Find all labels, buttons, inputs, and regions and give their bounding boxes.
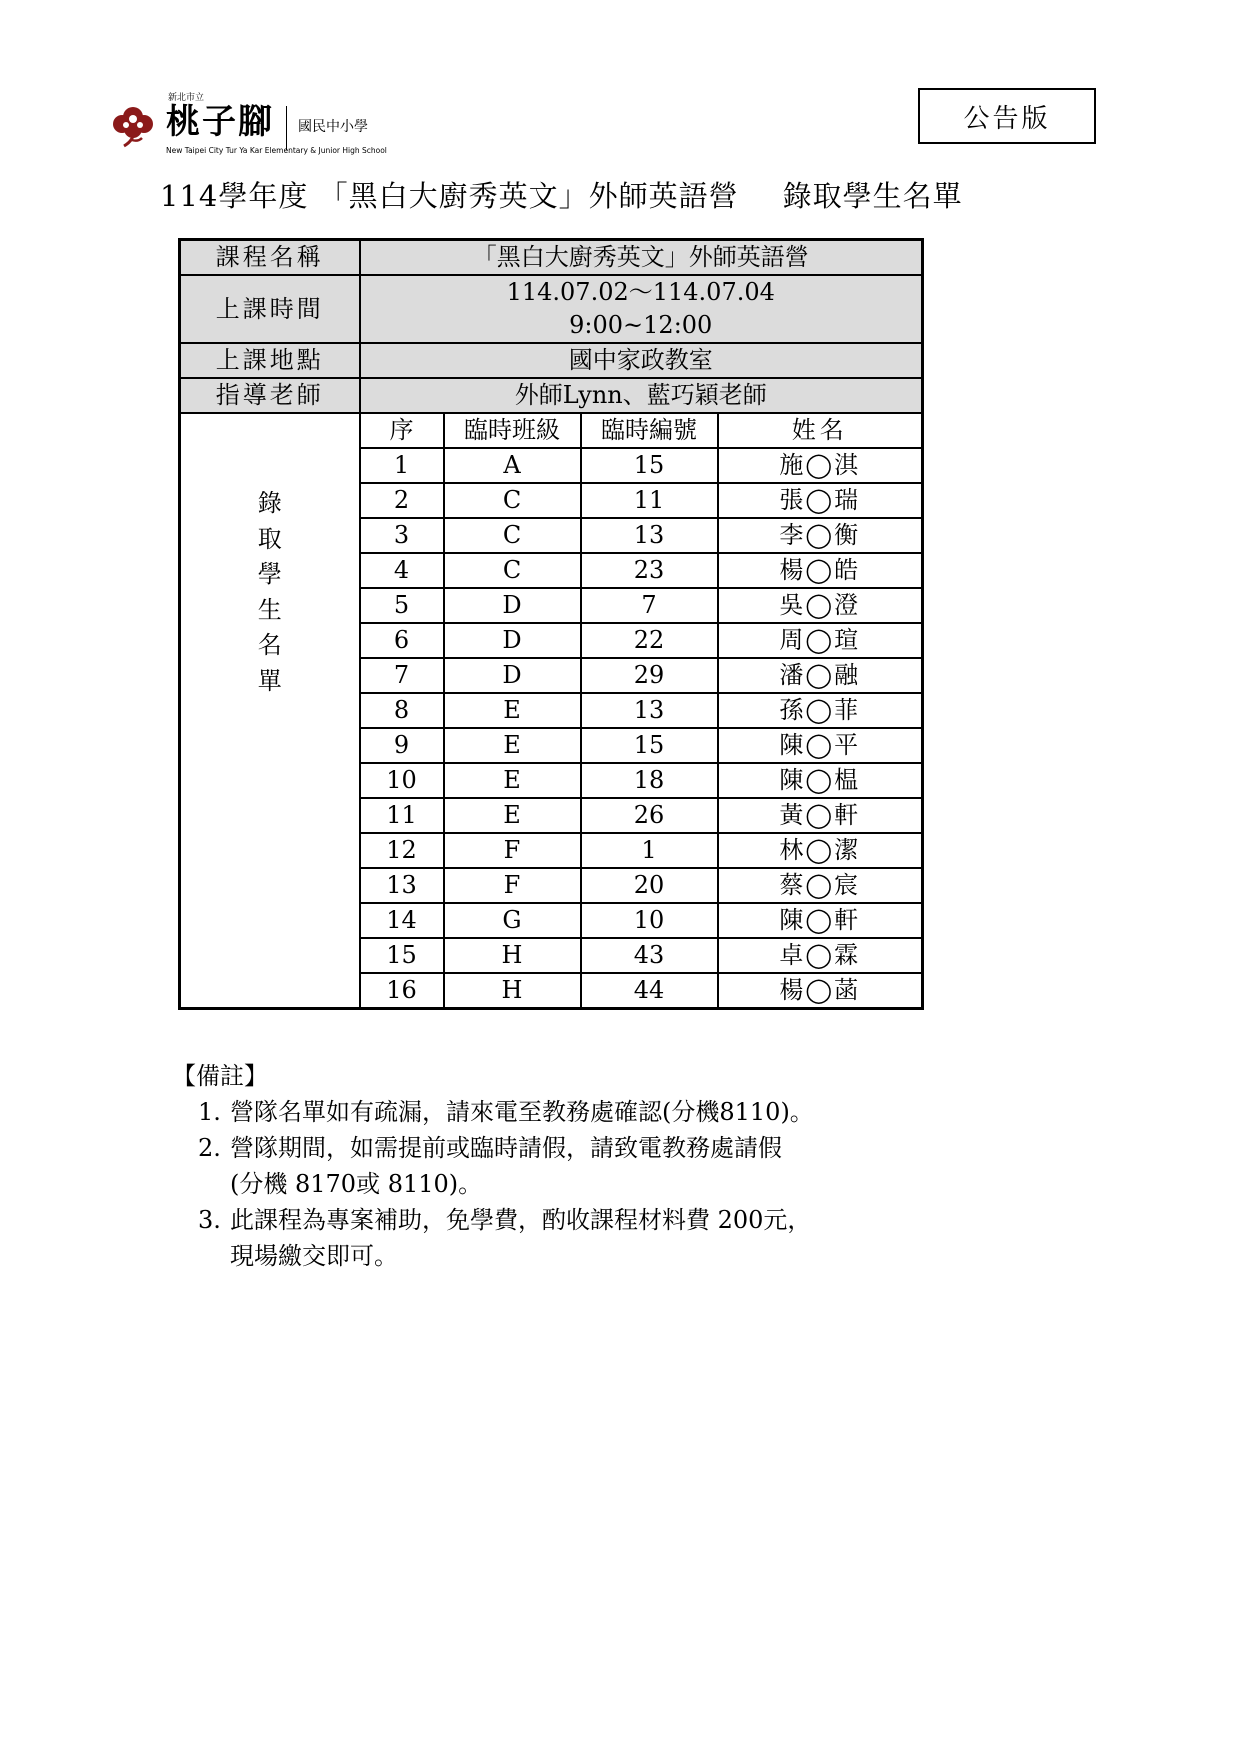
- cell-number: 1: [581, 833, 718, 868]
- cell-number: 7: [581, 588, 718, 623]
- cell-name: 卓◯霖: [718, 938, 923, 973]
- cell-name: 潘◯融: [718, 658, 923, 693]
- note-number: 1.: [198, 1098, 221, 1126]
- teacher-label: 指導老師: [180, 378, 360, 413]
- teacher-row: [180, 378, 923, 413]
- cell-seq: 1: [360, 448, 444, 483]
- cell-name: 蔡◯宸: [718, 868, 923, 903]
- note-item: [198, 1202, 970, 1274]
- cell-name: 施◯淇: [718, 448, 923, 483]
- cell-name: 陳◯平: [718, 728, 923, 763]
- time-dates: 114.07.02～114.07.04: [360, 275, 923, 309]
- cell-seq: 9: [360, 728, 444, 763]
- cell-name: 周◯瑄: [718, 623, 923, 658]
- note-number: 2.: [198, 1134, 221, 1162]
- cell-seq: 12: [360, 833, 444, 868]
- cell-class: G: [444, 903, 581, 938]
- cell-class: D: [444, 658, 581, 693]
- cell-seq: 11: [360, 798, 444, 833]
- side-label-char: 取: [257, 524, 282, 553]
- side-label-char: 生: [257, 595, 282, 624]
- cell-number: 20: [581, 868, 718, 903]
- place-value: 國中家政教室: [360, 343, 923, 378]
- logo-school-name: 桃子腳: [166, 102, 274, 142]
- cell-number: 13: [581, 518, 718, 553]
- cell-number: 43: [581, 938, 718, 973]
- time-hours: 9:00~12:00: [360, 309, 923, 343]
- title-sub: 錄取學生名單: [782, 179, 963, 213]
- cell-class: H: [444, 973, 581, 1009]
- side-label-char: 單: [257, 666, 282, 695]
- header-class: 臨時班級: [444, 413, 581, 448]
- cell-name: 陳◯軒: [718, 903, 923, 938]
- cell-number: 23: [581, 553, 718, 588]
- cell-seq: 6: [360, 623, 444, 658]
- note-line: 營隊期間，如需提前或臨時請假，請致電教務處請假: [230, 1134, 782, 1162]
- admission-table: [178, 238, 924, 1010]
- course-label: 課程名稱: [180, 240, 360, 276]
- cell-name: 楊◯皓: [718, 553, 923, 588]
- note-line: (分機 8170或 8110)。: [230, 1170, 483, 1198]
- cell-seq: 14: [360, 903, 444, 938]
- cell-seq: 15: [360, 938, 444, 973]
- logo-english-name: New Taipei City Tur Ya Kar Elementary & Junior High School: [166, 146, 387, 155]
- note-line: 此課程為專案補助，免學費，酌收課程材料費 200元，: [230, 1206, 812, 1234]
- note-line: 營隊名單如有疏漏，請來電至教務處確認(分機8110)。: [230, 1098, 814, 1126]
- cell-seq: 10: [360, 763, 444, 798]
- logo-school-level: 國民中小學: [298, 119, 368, 135]
- cell-name: 楊◯菡: [718, 973, 923, 1009]
- cell-class: A: [444, 448, 581, 483]
- course-value: 「黑白大廚秀英文」外師英語營: [360, 240, 923, 276]
- cell-seq: 2: [360, 483, 444, 518]
- cell-seq: 5: [360, 588, 444, 623]
- cell-number: 10: [581, 903, 718, 938]
- cell-name: 李◯衡: [718, 518, 923, 553]
- side-label-char: 錄: [257, 489, 282, 517]
- cell-number: 11: [581, 483, 718, 518]
- school-logo: [108, 88, 428, 158]
- title-main: 114學年度 「黑白大廚秀英文」外師英語營: [160, 179, 739, 213]
- cell-name: 林◯潔: [718, 833, 923, 868]
- flower-icon: [108, 102, 158, 148]
- time-row: [180, 275, 923, 309]
- cell-class: H: [444, 938, 581, 973]
- cell-class: E: [444, 693, 581, 728]
- list-header-row: [180, 413, 923, 448]
- cell-class: F: [444, 833, 581, 868]
- note-item: [198, 1094, 970, 1130]
- cell-class: F: [444, 868, 581, 903]
- header-name: 姓名: [718, 413, 923, 448]
- note-number: 3.: [198, 1206, 221, 1234]
- note-item: [198, 1130, 970, 1202]
- cell-number: 13: [581, 693, 718, 728]
- cell-class: C: [444, 518, 581, 553]
- cell-class: E: [444, 763, 581, 798]
- cell-number: 26: [581, 798, 718, 833]
- note-line: 現場繳交即可。: [230, 1242, 398, 1270]
- cell-seq: 7: [360, 658, 444, 693]
- cell-seq: 16: [360, 973, 444, 1009]
- cell-class: D: [444, 623, 581, 658]
- document-title: [160, 174, 1100, 215]
- cell-number: 18: [581, 763, 718, 798]
- side-label-char: 名: [257, 631, 282, 659]
- cell-number: 22: [581, 623, 718, 658]
- cell-number: 44: [581, 973, 718, 1009]
- cell-seq: 13: [360, 868, 444, 903]
- cell-number: 15: [581, 728, 718, 763]
- side-label-char: 學: [257, 560, 282, 588]
- notice-badge: 公告版: [918, 88, 1096, 144]
- place-row: [180, 343, 923, 378]
- cell-class: C: [444, 553, 581, 588]
- course-row: [180, 240, 923, 276]
- cell-class: E: [444, 728, 581, 763]
- cell-seq: 3: [360, 518, 444, 553]
- logo-divider: [286, 106, 287, 150]
- cell-class: D: [444, 588, 581, 623]
- cell-name: 陳◯榅: [718, 763, 923, 798]
- admitted-list-label: [180, 413, 360, 1009]
- notes-heading: 【備註】: [172, 1062, 268, 1090]
- place-label: 上課地點: [180, 343, 360, 378]
- teacher-value: 外師Lynn、藍巧穎老師: [360, 378, 923, 413]
- cell-name: 張◯瑞: [718, 483, 923, 518]
- cell-name: 孫◯菲: [718, 693, 923, 728]
- cell-number: 29: [581, 658, 718, 693]
- logo-city: 新北市立: [168, 93, 205, 103]
- cell-seq: 4: [360, 553, 444, 588]
- cell-name: 吳◯澄: [718, 588, 923, 623]
- cell-name: 黃◯軒: [718, 798, 923, 833]
- header-seq: 序: [360, 413, 444, 448]
- notes-section: [172, 1058, 970, 1274]
- header-number: 臨時編號: [581, 413, 718, 448]
- cell-seq: 8: [360, 693, 444, 728]
- cell-class: E: [444, 798, 581, 833]
- time-label: 上課時間: [180, 275, 360, 343]
- cell-number: 15: [581, 448, 718, 483]
- cell-class: C: [444, 483, 581, 518]
